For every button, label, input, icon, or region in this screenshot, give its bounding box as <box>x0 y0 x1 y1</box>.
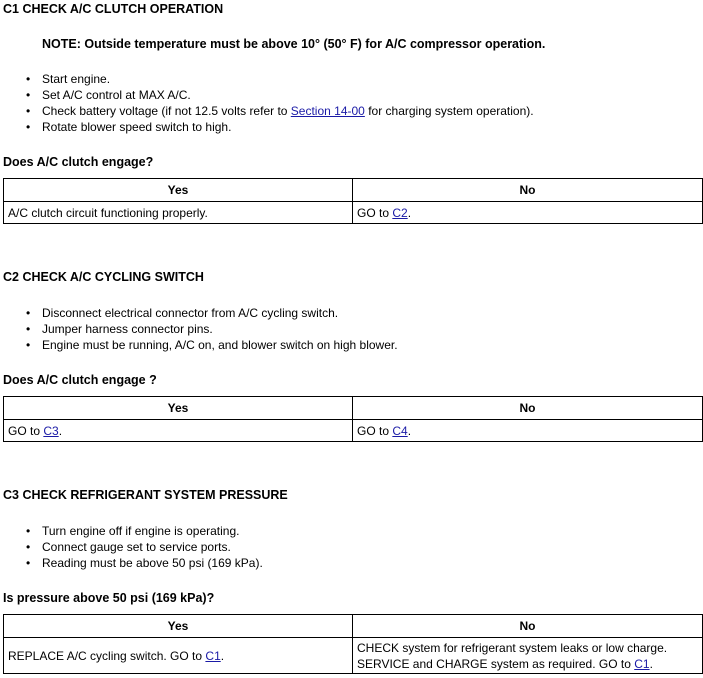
c4-link[interactable]: C4 <box>392 423 408 438</box>
period: . <box>407 205 412 220</box>
section-c3-question: Is pressure above 50 psi (169 kPa)? <box>3 591 215 605</box>
section-c3-step-1: • Turn engine off if engine is operating. <box>0 523 263 539</box>
c1-link[interactable]: C1 <box>634 656 650 671</box>
section-c2-step-1: • Disconnect electrical connector from A/C cycling switch. <box>0 305 398 321</box>
no-header: No <box>353 179 703 202</box>
yes-header: Yes <box>4 615 353 638</box>
no-header: No <box>353 397 703 420</box>
section-c2-yes-cell <box>4 420 353 442</box>
c2-link[interactable]: C2 <box>392 205 408 220</box>
go-to-text: GO to <box>357 423 393 438</box>
period: . <box>649 656 653 671</box>
section-c1-yes-cell: A/C clutch circuit functioning properly. <box>4 202 353 224</box>
section-c3-no-cell <box>353 638 703 674</box>
section-c2-step-3: • Engine must be running, A/C on, and blower switch on high blower. <box>0 337 398 353</box>
section-c1-note: NOTE: Outside temperature must be above 10° (50° F) for A/C compressor operation. <box>42 37 546 51</box>
section-c3-answer-table <box>3 614 703 674</box>
section-14-00-link[interactable]: Section 14-00 <box>290 104 365 118</box>
section-c1-step-3 <box>0 103 534 119</box>
yes-header: Yes <box>4 179 353 202</box>
section-c1-step-3-text-end: for charging system operation). <box>364 104 534 118</box>
section-c1-step-2: • Set A/C control at MAX A/C. <box>0 87 534 103</box>
no-header: No <box>353 615 703 638</box>
section-c3-step-2: • Connect gauge set to service ports. <box>0 539 263 555</box>
section-c2-steps <box>0 305 398 353</box>
replace-text: REPLACE A/C cycling switch. GO to <box>8 648 206 663</box>
period: . <box>407 423 412 438</box>
section-c1-step-4: • Rotate blower speed switch to high. <box>0 119 534 135</box>
yes-header: Yes <box>4 397 353 420</box>
section-c1-no-cell <box>353 202 703 224</box>
go-to-text: GO to <box>357 205 393 220</box>
section-c3-steps <box>0 523 263 571</box>
section-c2-no-cell <box>353 420 703 442</box>
period: . <box>58 423 63 438</box>
check-system-text: CHECK system for refrigerant system leaks or low charge. <box>357 640 668 655</box>
section-c1-heading: C1 CHECK A/C CLUTCH OPERATION <box>3 2 224 16</box>
c1-link[interactable]: C1 <box>205 648 221 663</box>
period: . <box>220 648 225 663</box>
section-c3-heading: C3 CHECK REFRIGERANT SYSTEM PRESSURE <box>3 488 288 502</box>
section-c2-step-2: • Jumper harness connector pins. <box>0 321 398 337</box>
service-charge-text: SERVICE and CHARGE system as required. GO to <box>357 656 635 671</box>
section-c3-yes-cell <box>4 638 353 674</box>
section-c1-answer-table <box>3 178 703 224</box>
section-c3-step-3: • Reading must be above 50 psi (169 kPa). <box>0 555 263 571</box>
section-c2-question: Does A/C clutch engage ? <box>3 373 157 387</box>
section-c1-steps <box>0 71 534 135</box>
go-to-text: GO to <box>8 423 44 438</box>
section-c2-heading: C2 CHECK A/C CYCLING SWITCH <box>3 270 204 284</box>
section-c1-step-1: • Start engine. <box>0 71 534 87</box>
section-c2-answer-table <box>3 396 703 442</box>
section-c1-question: Does A/C clutch engage? <box>3 155 154 169</box>
section-c1-step-3-text: Check battery voltage (if not 12.5 volts refer to <box>42 104 291 118</box>
c3-link[interactable]: C3 <box>43 423 59 438</box>
